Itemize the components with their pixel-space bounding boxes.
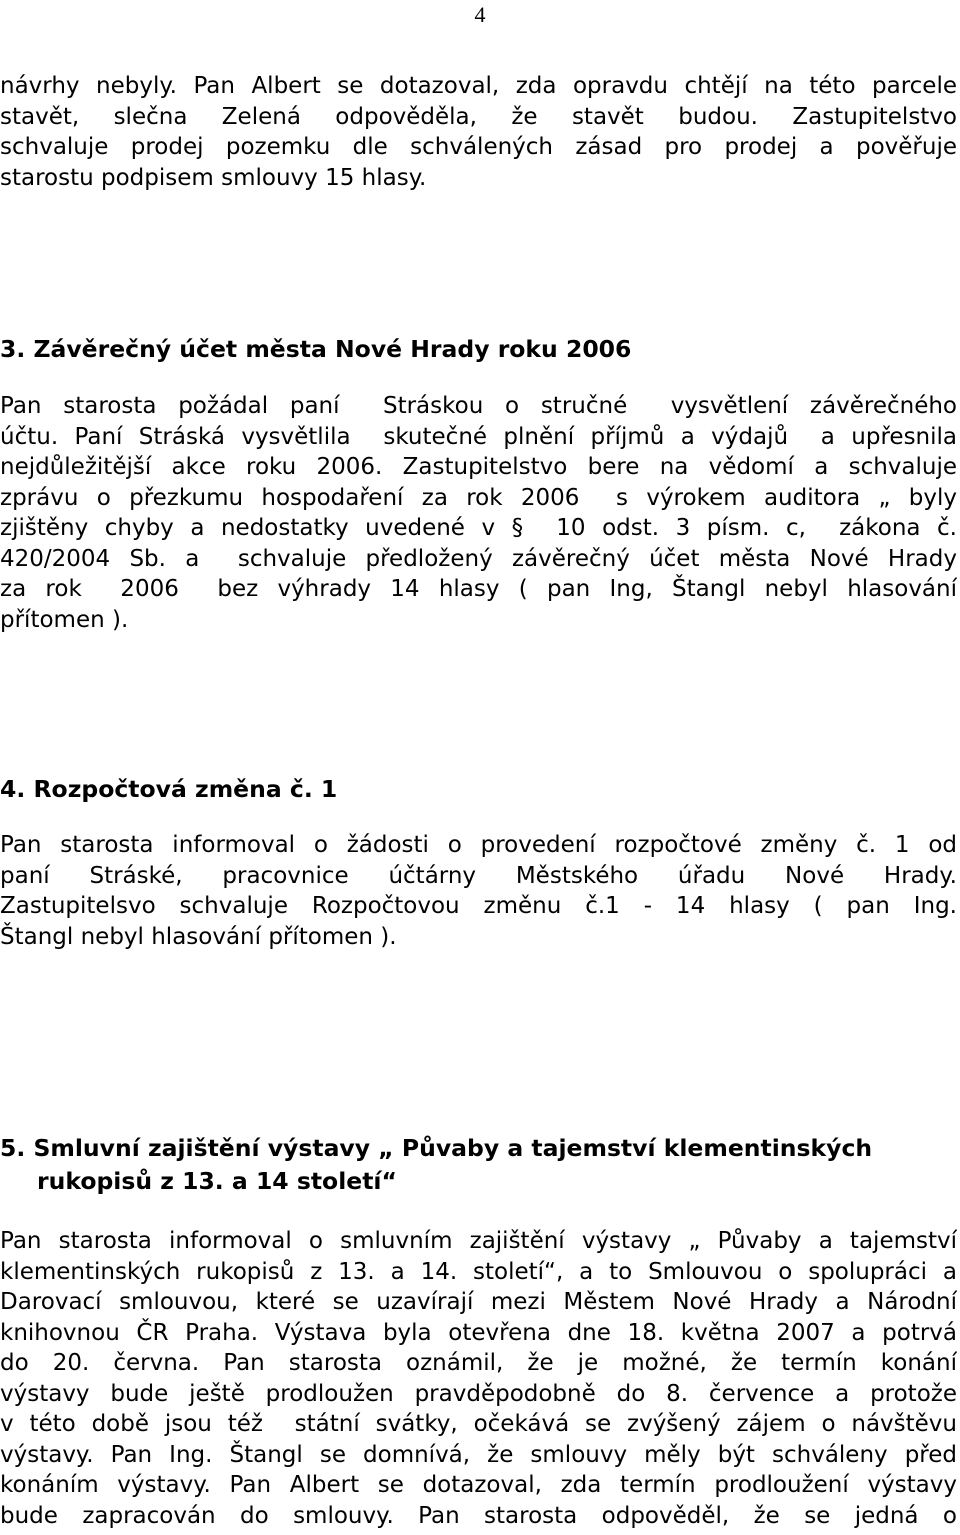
paragraph-line: Zastupitelsvo schvaluje Rozpočtovou změnu č.1 - 14 hlasy ( pan Ing.	[0, 893, 957, 919]
section-3-paragraph	[0, 391, 957, 635]
paragraph-line: výstavy bude ještě prodloužen pravděpodobně do 8. července a protože	[0, 1380, 957, 1407]
paragraph-line: paní Stráské, pracovnice účtárny Městského úřadu Nové Hrady.	[0, 862, 957, 889]
intro-paragraph	[0, 71, 957, 193]
section-5-heading-line: rukopisů z 13. a 14 století“	[37, 1167, 397, 1195]
section-3-heading: 3. Závěrečný účet města Nové Hrady roku 2006	[0, 335, 632, 363]
paragraph-line: starostu podpisem smlouvy 15 hlasy.	[0, 164, 427, 191]
paragraph-line: schvaluje prodej pozemku dle schválených zásad pro prodej a pověřuje	[0, 134, 957, 160]
paragraph-line: stavět, slečna Zelená odpověděla, že stavět budou. Zastupitelstvo	[0, 103, 957, 130]
section-5-heading	[0, 1132, 872, 1198]
paragraph-line: Štangl nebyl hlasování přítomen ).	[0, 923, 397, 950]
paragraph-line: klementinských rukopisů z 13. a 14. století“, a to Smlouvou o spolupráci a	[0, 1258, 957, 1285]
paragraph-line: Pan starosta informoval o žádosti o provedení rozpočtové změny č. 1 od	[0, 832, 957, 858]
paragraph-line: v této době jsou též státní svátky, očekává se zvýšený zájem o návštěvu	[0, 1411, 957, 1437]
paragraph-line: účtu. Paní Stráská vysvětlila skutečné plnění příjmů a výdajů a upřesnila	[0, 423, 957, 450]
paragraph-line: přítomen ).	[0, 606, 129, 633]
page-number: 4	[474, 2, 486, 27]
paragraph-line: nejdůležitější akce roku 2006. Zastupitelstvo bere na vědomí a schvaluje	[0, 454, 957, 480]
paragraph-line: 420/2004 Sb. a schvaluje předložený závěrečný účet města Nové Hrady	[0, 545, 957, 572]
paragraph-line: do 20. června. Pan starosta oznámil, že je možné, že termín konání	[0, 1350, 957, 1376]
paragraph-line: bude zapracován do smlouvy. Pan starosta odpověděl, že se jedná o	[0, 1502, 957, 1529]
section-4-heading: 4. Rozpočtová změna č. 1	[0, 775, 338, 803]
paragraph-line: Darovací smlouvou, které se uzavírají mezi Městem Nové Hrady a Národní	[0, 1289, 957, 1315]
paragraph-line: Pan starosta informoval o smluvním zajištění výstavy „ Půvaby a tajemství	[0, 1228, 957, 1254]
paragraph-line: Pan starosta požádal paní Stráskou o stručné vysvětlení závěrečného	[0, 393, 957, 419]
section-4-paragraph	[0, 830, 957, 952]
paragraph-line: zjištěny chyby a nedostatky uvedené v § 10 odst. 3 písm. c, zákona č.	[0, 515, 957, 541]
paragraph-line: knihovnou ČR Praha. Výstava byla otevřena dne 18. května 2007 a potrvá	[0, 1319, 957, 1346]
paragraph-line: návrhy nebyly. Pan Albert se dotazoval, zda opravdu chtějí na této parcele	[0, 73, 957, 99]
paragraph-line: konáním výstavy. Pan Albert se dotazoval, zda termín prodloužení výstavy	[0, 1472, 957, 1498]
paragraph-line: zprávu o přezkumu hospodaření za rok 2006 s výrokem auditora „ byly	[0, 484, 957, 511]
section-5-paragraph	[0, 1226, 957, 1531]
paragraph-line: výstavy. Pan Ing. Štangl se domnívá, že smlouvy měly být schváleny před	[0, 1441, 957, 1468]
section-5-heading-line: 5. Smluvní zajištění výstavy „ Půvaby a tajemství klementinských	[0, 1134, 873, 1162]
paragraph-line: za rok 2006 bez výhrady 14 hlasy ( pan Ing, Štangl nebyl hlasování	[0, 576, 957, 602]
